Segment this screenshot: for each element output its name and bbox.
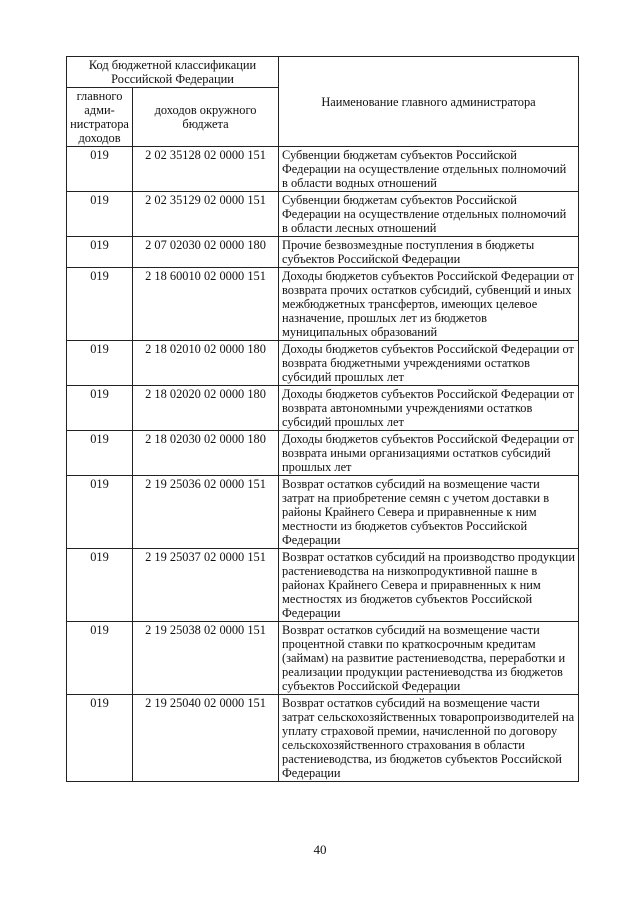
admin-code-cell: 019 (67, 549, 133, 622)
table-row (67, 549, 579, 622)
admin-code-cell: 019 (67, 622, 133, 695)
income-code-cell: 2 19 25040 02 0000 151 (133, 695, 279, 782)
description-cell: Доходы бюджетов субъектов Российской Федерации от возврата бюджетными учреждениями остатков субсидий прошлых лет (279, 341, 579, 386)
income-code-cell: 2 18 02020 02 0000 180 (133, 386, 279, 431)
income-code-cell: 2 18 60010 02 0000 151 (133, 268, 279, 341)
income-code-cell: 2 19 25038 02 0000 151 (133, 622, 279, 695)
page-number: 40 (313, 842, 327, 857)
income-code-cell: 2 19 25036 02 0000 151 (133, 476, 279, 549)
admin-code-cell: 019 (67, 386, 133, 431)
admin-code-cell: 019 (67, 695, 133, 782)
description-cell: Возврат остатков субсидий на возмещение части процентной ставки по краткосрочным кредитам (займам) на развитие растениеводства, переработки и реализации продукции растениеводства из бюджетов субъектов Российской Федерации (279, 622, 579, 695)
description-cell: Субвенции бюджетам субъектов Российской Федерации на осуществление отдельных полномочий в области водных отношений (279, 147, 579, 192)
header-row-top (67, 57, 579, 88)
description-cell: Возврат остатков субсидий на производство продукции растениеводства на низкопродуктивной пашне в районах Крайнего Севера и приравненных к ним местностях из бюджетов субъектов Российской Федерации (279, 549, 579, 622)
income-code-cell: 2 02 35129 02 0000 151 (133, 192, 279, 237)
admin-code-cell: 019 (67, 192, 133, 237)
table-row (67, 192, 579, 237)
admin-code-cell: 019 (67, 147, 133, 192)
table-row (67, 386, 579, 431)
admin-code-cell: 019 (67, 341, 133, 386)
table-row (67, 147, 579, 192)
description-cell: Субвенции бюджетам субъектов Российской Федерации на осуществление отдельных полномочий в области лесных отношений (279, 192, 579, 237)
income-code-cell: 2 19 25037 02 0000 151 (133, 549, 279, 622)
admin-code-cell: 019 (67, 268, 133, 341)
description-cell: Доходы бюджетов субъектов Российской Федерации от возврата автономными учреждениями остатков субсидий прошлых лет (279, 386, 579, 431)
income-code-cell: 2 18 02010 02 0000 180 (133, 341, 279, 386)
description-cell: Возврат остатков субсидий на возмещение части затрат на приобретение семян с учетом доставки в районы Крайнего Севера и приравненные к ним местности из бюджетов субъектов Российской Федерации (279, 476, 579, 549)
income-code-cell: 2 02 35128 02 0000 151 (133, 147, 279, 192)
budget-classification-table (66, 56, 579, 782)
table-row (67, 237, 579, 268)
table-row (67, 268, 579, 341)
header-admin-code: главного адми-нистратора доходов (67, 88, 133, 147)
description-cell: Доходы бюджетов субъектов Российской Федерации от возврата иными организациями остатков субсидий прошлых лет (279, 431, 579, 476)
description-cell: Возврат остатков субсидий на возмещение части затрат сельскохозяйственных товаропроизводителей на уплату страховой премии, начисленной по договору сельскохозяйственного страхования в области растениеводства, из бюджетов субъектов Российской Федерации (279, 695, 579, 782)
table-row (67, 622, 579, 695)
admin-code-cell: 019 (67, 431, 133, 476)
income-code-cell: 2 07 02030 02 0000 180 (133, 237, 279, 268)
header-group-title: Код бюджетной классификации Российской Федерации (67, 57, 279, 88)
header-income-code: доходов окружного бюджета (133, 88, 279, 147)
table-row (67, 476, 579, 549)
table-row (67, 695, 579, 782)
income-code-cell: 2 18 02030 02 0000 180 (133, 431, 279, 476)
description-cell: Доходы бюджетов субъектов Российской Федерации от возврата прочих остатков субсидий, субвенций и иных межбюджетных трансфертов, имеющих целевое назначение, прошлых лет из бюджетов муниципальных образований (279, 268, 579, 341)
table-row (67, 431, 579, 476)
description-cell: Прочие безвозмездные поступления в бюджеты субъектов Российской Федерации (279, 237, 579, 268)
table-body (67, 147, 579, 782)
admin-code-cell: 019 (67, 237, 133, 268)
admin-code-cell: 019 (67, 476, 133, 549)
header-admin-name: Наименование главного администратора (279, 57, 579, 147)
table-row (67, 341, 579, 386)
